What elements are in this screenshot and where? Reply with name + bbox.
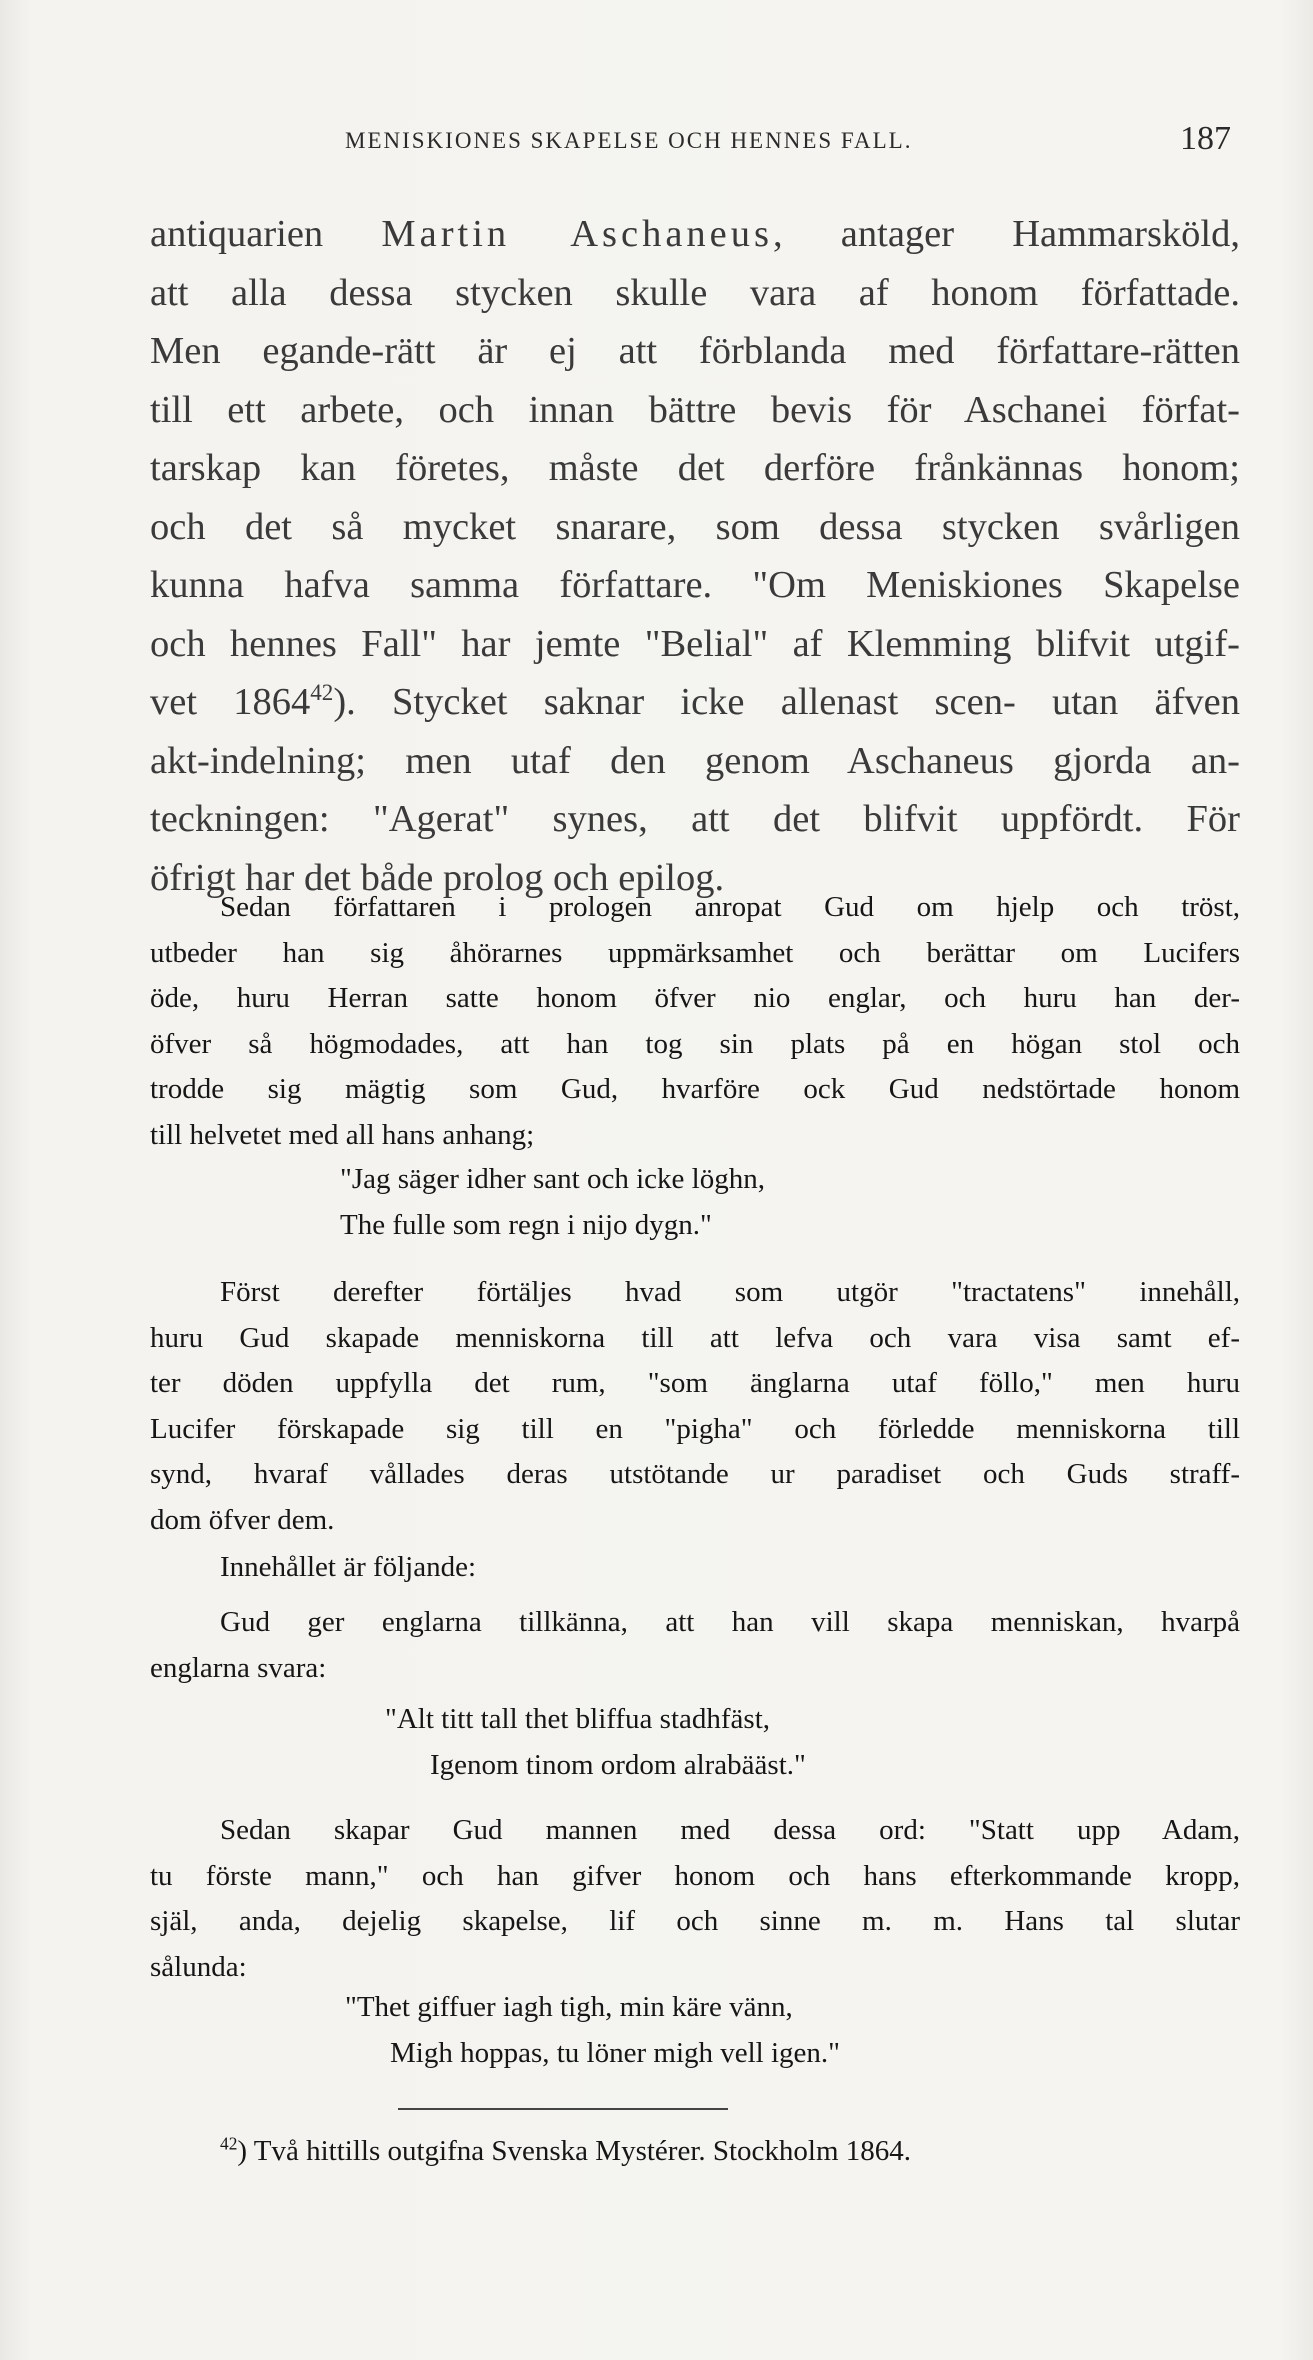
text-span: , antager Hammarsköld, [773, 213, 1240, 255]
verse-3 [345, 1985, 840, 2076]
text-span: antiquarien [150, 213, 324, 255]
verse-line: "Jag säger idher sant och icke löghn, [340, 1163, 765, 1195]
verse-line: Migh hoppas, tu löner migh vell igen." [390, 2036, 841, 2069]
text-line: huru Gud skapade menniskorna till att lefva och vara visa samt ef- [150, 1321, 1240, 1354]
text-span: vet 1864 [150, 681, 311, 723]
text-line: Innehållet är följande: [220, 1551, 477, 1583]
verse-line: "Thet giffuer iagh tigh, min käre vänn, [345, 1991, 793, 2023]
text-line: och hennes Fall" har jemte "Belial" af Klemming blifvit utgif- [150, 622, 1240, 665]
paragraph-intro [150, 205, 1240, 907]
verse-line: Igenom tinom ordom alrabääst." [430, 1748, 806, 1781]
text-line: Sedan skapar Gud mannen med dessa ord: "Statt upp Adam, [220, 1814, 1240, 1846]
paragraph-contents [150, 1545, 1240, 1591]
text-line: kunna hafva samma författare. "Om Meniskiones Skapelse [150, 564, 1240, 606]
name-martin-aschaneus: Martin Aschaneus [381, 213, 773, 255]
text-line: tarskap kan företes, måste det derföre frånkännas honom; [150, 447, 1240, 489]
verse-2 [385, 1697, 806, 1788]
text-line: och det så mycket snarare, som dessa stycken svårligen [150, 505, 1240, 548]
footnote-marker: 42 [220, 2133, 238, 2154]
footnote-separator [398, 2108, 728, 2110]
text-line [150, 673, 1240, 732]
text-line: sålunda: [150, 1950, 247, 1983]
text-line: Lucifer förskapade sig till en "pigha" och förledde menniskorna till [150, 1412, 1240, 1445]
text-line: ter döden uppfylla det rum, "som änglarna utaf föllo," men huru [150, 1367, 1240, 1399]
text-line: öfrigt har det både prolog och epilog. [150, 856, 725, 899]
text-line: till ett arbete, och innan bättre bevis för Aschanei förfat- [150, 388, 1240, 431]
paragraph-angels [150, 1600, 1240, 1691]
verse-line: "Alt titt tall thet bliffua stadhfäst, [385, 1703, 771, 1735]
footnote-text: ) Två hittills outgifna Svenska Mystérer. Stockholm 1864. [237, 2135, 912, 2167]
verse-line: The fulle som regn i nijo dygn." [340, 1208, 712, 1241]
text-line: englarna svara: [150, 1651, 327, 1684]
text-line: Gud ger englarna tillkänna, att han vill skapa menniskan, hvarpå [220, 1606, 1240, 1638]
footnote-reference[interactable]: 42 [310, 679, 334, 706]
page-number: 187 [1180, 120, 1231, 157]
text-span: ). Stycket saknar icke allenast scen- utan äfven [333, 681, 1240, 723]
text-line: trodde sig mägtig som Gud, hvarföre ock Gud nedstörtade honom [150, 1073, 1240, 1105]
text-line: Först derefter förtäljes hvad som utgör "tractatens" innehåll, [220, 1276, 1240, 1308]
text-line: utbeder han sig åhörarnes uppmärksamhet och berättar om Lucifers [150, 936, 1240, 969]
text-line: tu förste mann," och han gifver honom och hans efterkommande kropp, [150, 1859, 1240, 1892]
text-line: synd, hvaraf vållades deras utstötande ur paradiset och Guds straff- [150, 1458, 1240, 1490]
text-line: öde, huru Herran satte honom öfver nio englar, och huru han der- [150, 982, 1240, 1014]
text-line: att alla dessa stycken skulle vara af honom författade. [150, 271, 1240, 314]
text-line [150, 205, 1240, 264]
text-line: teckningen: "Agerat" synes, att det blifvit uppfördt. För [150, 798, 1240, 840]
text-line: Men egande-rätt är ej att förblanda med författare-rätten [150, 330, 1240, 372]
running-title: MENISKIONES SKAPELSE OCH HENNES FALL. [345, 128, 913, 153]
text-line: själ, anda, dejelig skapelse, lif och sinne m. m. Hans tal slutar [150, 1905, 1240, 1937]
text-line: till helvetet med all hans anhang; [150, 1118, 535, 1151]
paragraph-prologue [150, 885, 1240, 1158]
footnote [220, 2131, 911, 2171]
text-line: Sedan författaren i prologen anropat Gud om hjelp och tröst, [220, 891, 1240, 923]
text-line: öfver så högmodades, att han tog sin plats på en högan stol och [150, 1027, 1240, 1060]
paragraph-adam [150, 1808, 1240, 1990]
text-line: dom öfver dem. [150, 1503, 335, 1536]
text-line: akt-indelning; men utaf den genom Aschaneus gjorda an- [150, 739, 1240, 782]
paragraph-tractate [150, 1270, 1240, 1543]
verse-1 [340, 1157, 765, 1248]
